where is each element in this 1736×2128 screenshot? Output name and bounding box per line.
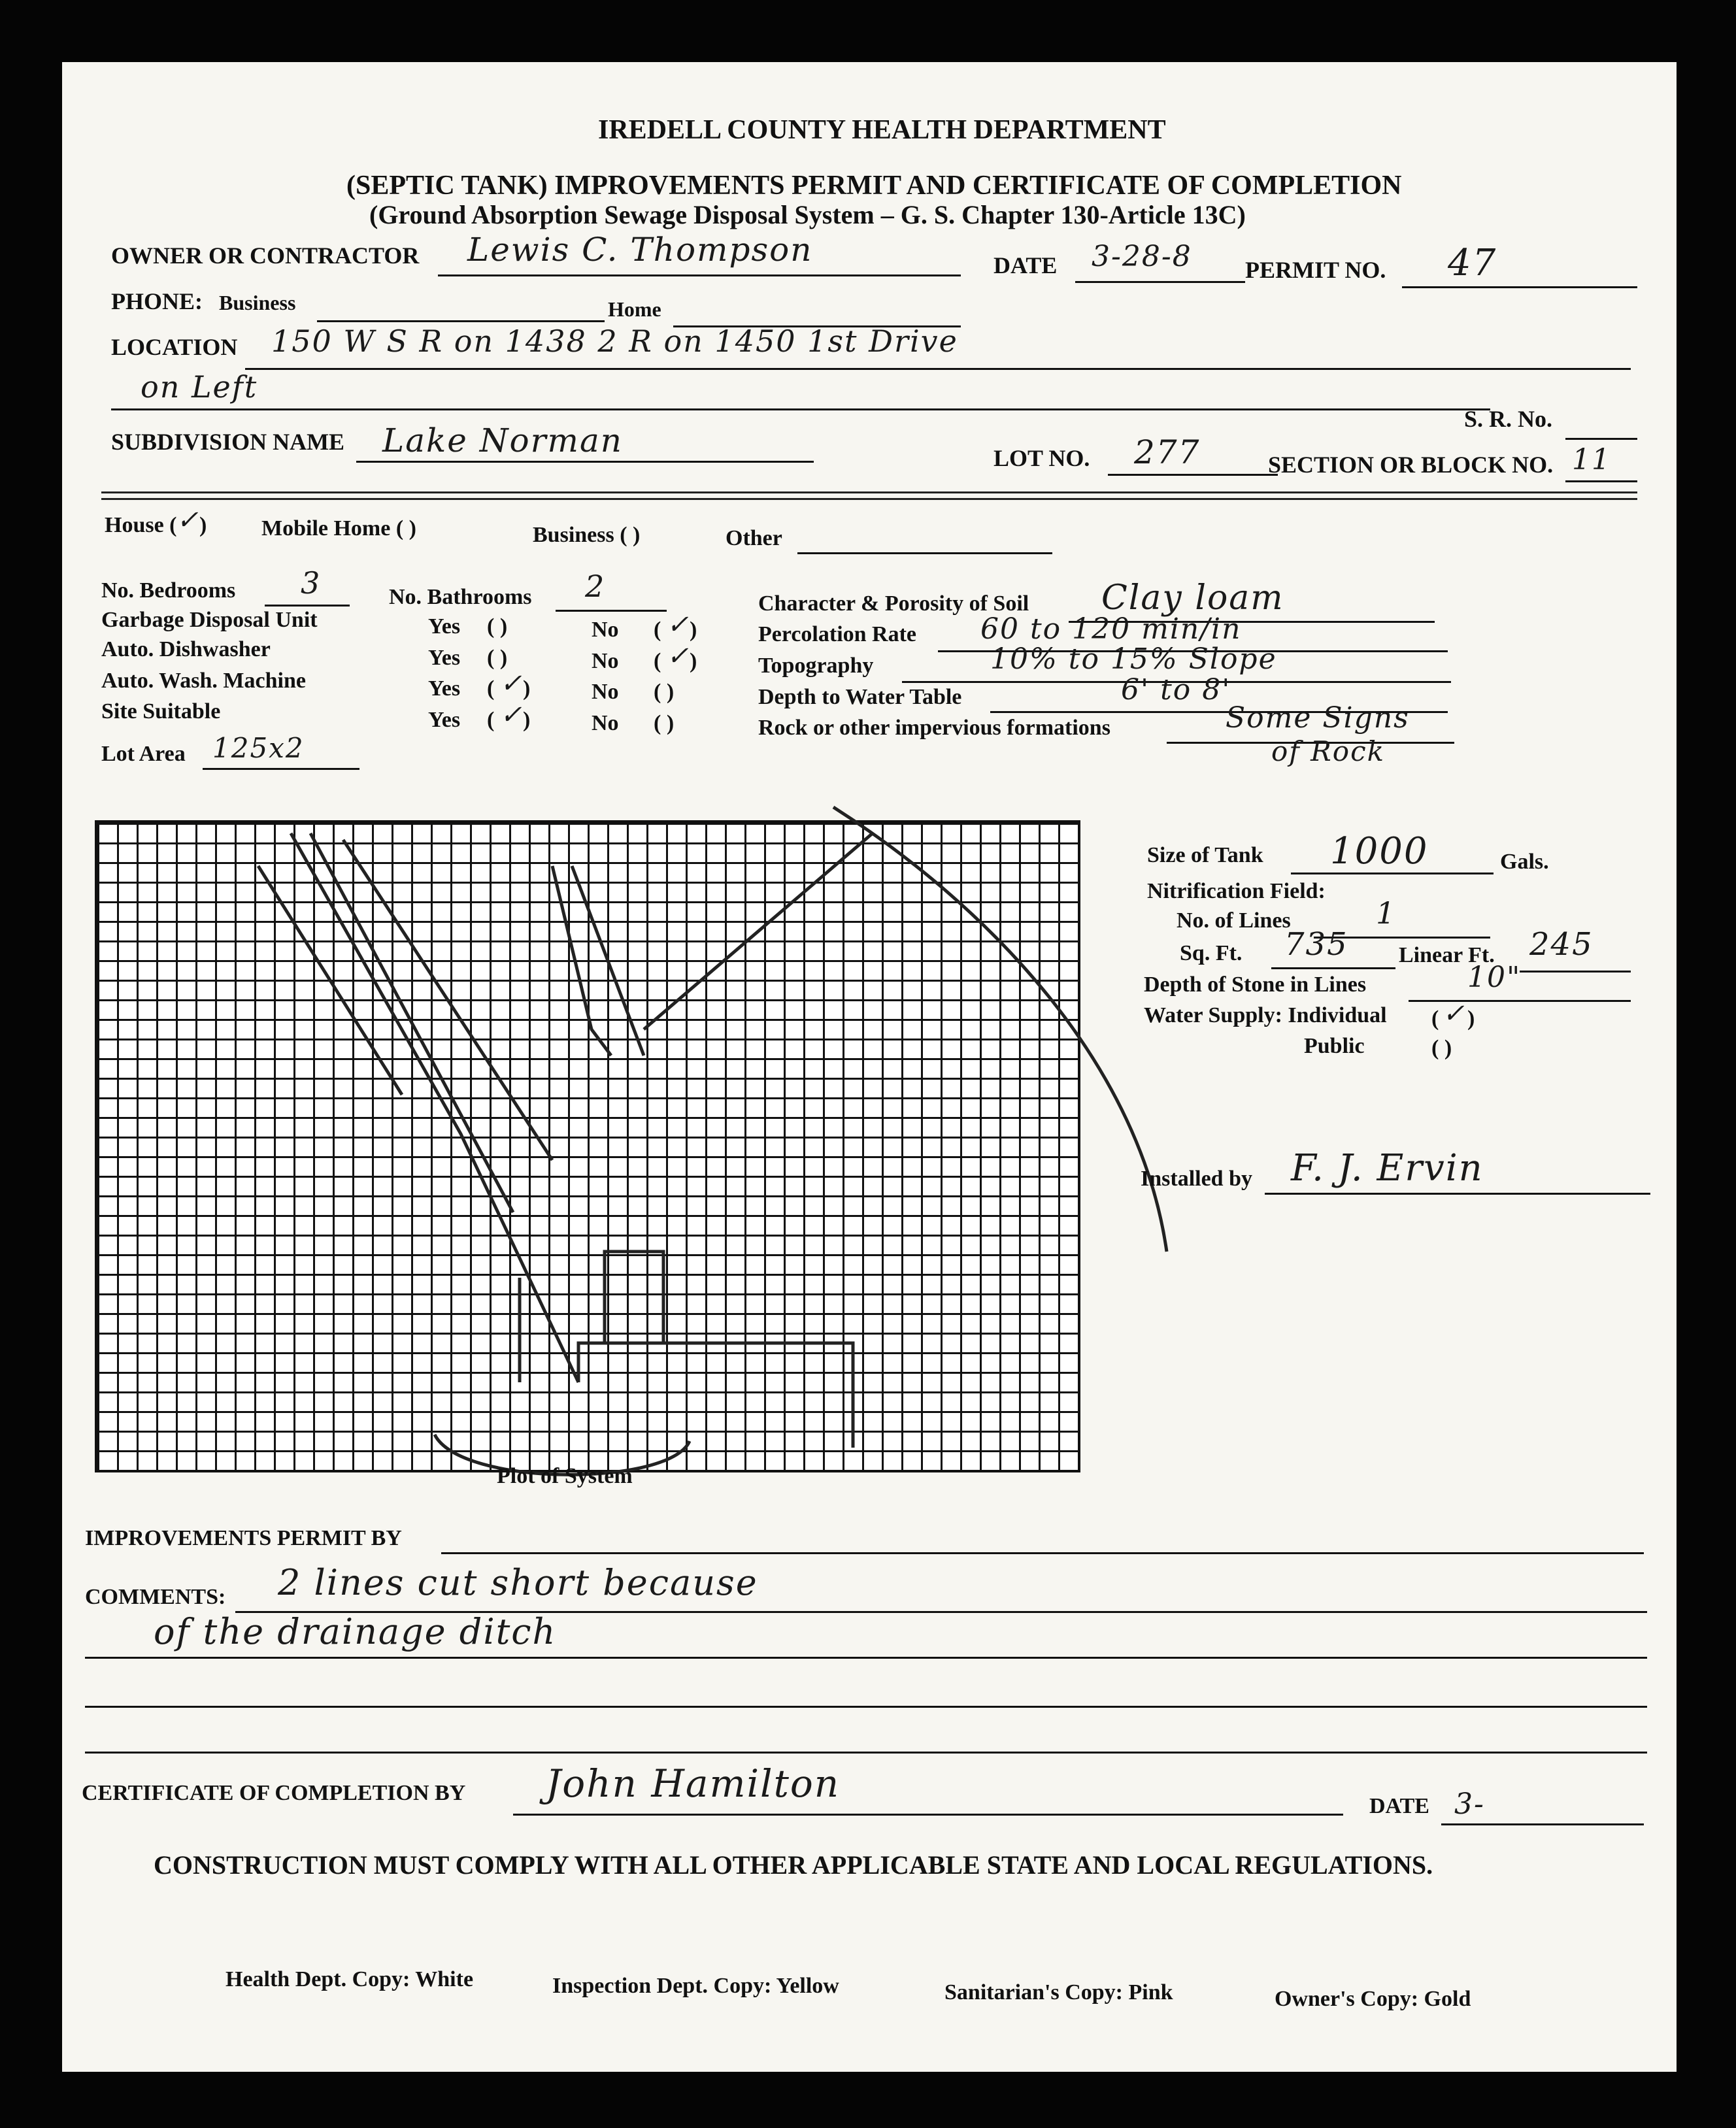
location-value-2[interactable]: on Left [141,369,258,405]
owner-line [438,274,961,276]
garbage-no-mark[interactable]: ✓ [667,610,690,640]
location-line-1 [245,368,1631,370]
tank-size-line [1291,873,1494,874]
dishwasher-yes-box[interactable]: ( ) [487,646,508,670]
section-divider-2 [101,498,1637,500]
permit-no-line [1402,286,1637,288]
lot-no-value[interactable]: 277 [1134,433,1201,471]
garbage-no-box[interactable]: ( [654,618,661,642]
water-table-label: Depth to Water Table [758,685,962,709]
garbage-no-close: ) [690,618,697,642]
other-label: Other [726,526,782,550]
permit-no-label: PERMIT NO. [1245,257,1386,283]
site-no-box[interactable]: ( ) [654,711,675,735]
site-suitable-label: Site Suitable [101,699,221,723]
location-value-1[interactable]: 150 W S R on 1438 2 R on 1450 1st Drive [271,324,958,359]
wash-no: No [592,680,619,704]
water-table-value[interactable]: 6' to 8' [1121,673,1231,707]
wash-yes-box[interactable]: ( [487,676,495,701]
sr-no-line [1565,438,1637,440]
certificate-by-line [513,1814,1343,1816]
form-subtitle: (Ground Absorption Sewage Disposal System – G. S. Chapter 130-Article 13C) [369,200,1246,229]
site-yes-box[interactable]: ( [487,708,495,732]
wash-machine-label: Auto. Wash. Machine [101,669,306,693]
copy-owner: Owner's Copy: Gold [1275,1987,1471,2011]
topo-value[interactable]: 10% to 15% Slope [990,642,1277,676]
location-label: LOCATION [111,334,238,360]
public-box[interactable]: ( ) [1431,1036,1452,1060]
section-divider [101,491,1637,493]
owner-label: OWNER OR CONTRACTOR [111,242,420,269]
house-mark[interactable]: ✓ [176,505,200,535]
comments-value-2[interactable]: of the drainage ditch [154,1611,557,1652]
business-type-label: Business ( ) [533,523,641,547]
sqft-line [1271,967,1395,969]
installed-by-line [1265,1193,1650,1195]
wash-yes: Yes [428,676,461,701]
dishwasher-no-mark[interactable]: ✓ [667,641,690,671]
lot-area-line [203,768,359,770]
bedrooms-value[interactable]: 3 [301,565,322,601]
business-phone-line [317,320,605,322]
site-yes-close: ) [523,708,531,732]
date2-value[interactable]: 3- [1454,1787,1485,1821]
subdivision-value[interactable]: Lake Norman [382,422,623,459]
rock-value-1[interactable]: Some Signs [1226,701,1410,735]
business-phone-label: Business [219,291,296,314]
improvements-by-label: IMPROVEMENTS PERMIT BY [85,1526,402,1550]
site-yes: Yes [428,708,461,732]
bedrooms-line [265,605,350,607]
copy-sanitarian: Sanitarian's Copy: Pink [944,1980,1173,2004]
perc-label: Percolation Rate [758,622,917,646]
bathrooms-value[interactable]: 2 [585,569,606,604]
rock-value-2[interactable]: of Rock [1271,735,1386,767]
date2-label: DATE [1369,1794,1429,1818]
lot-area-value[interactable]: 125x2 [212,732,305,764]
comments-line-3 [85,1706,1647,1708]
owner-value[interactable]: Lewis C. Thompson [467,231,813,269]
comments-line-4 [85,1752,1647,1754]
bathrooms-label: No. Bathrooms [389,585,532,609]
permit-no-value[interactable]: 47 [1448,242,1497,284]
garbage-label: Garbage Disposal Unit [101,608,318,632]
subdivision-line [356,461,814,463]
permit-form [62,62,1677,2072]
water-individual-mark[interactable]: ✓ [1443,999,1466,1029]
copy-inspection: Inspection Dept. Copy: Yellow [552,1974,839,1998]
garbage-no: No [592,618,619,642]
section-block-line [1565,480,1637,482]
dishwasher-label: Auto. Dishwasher [101,637,271,661]
site-no: No [592,711,619,735]
improvements-by-line [441,1552,1644,1554]
sqft-label: Sq. Ft. [1180,941,1243,965]
tank-size-label: Size of Tank [1147,843,1263,867]
soil-label: Character & Porosity of Soil [758,591,1029,616]
perc-value[interactable]: 60 to 120 min/in [980,612,1242,646]
comments-line-2 [85,1657,1647,1659]
comments-value-1[interactable]: 2 lines cut short because [278,1562,758,1603]
site-yes-mark[interactable]: ✓ [500,700,524,730]
bedrooms-label: No. Bedrooms [101,578,236,603]
installed-by-label: Installed by [1141,1167,1252,1191]
lot-no-label: LOT NO. [993,445,1090,471]
stone-depth-line [1409,1000,1631,1002]
dishwasher-no-close: ) [690,649,697,673]
linear-line [1520,971,1631,973]
sr-no-label: S. R. No. [1464,406,1553,432]
phone-label: PHONE: [111,288,203,314]
agency-title: IREDELL COUNTY HEALTH DEPARTMENT [598,115,1166,145]
location-line-2 [111,408,1490,410]
dishwasher-yes: Yes [428,646,461,670]
lines-value[interactable]: 1 [1376,895,1397,931]
linear-value[interactable]: 245 [1529,926,1594,963]
date2-line [1441,1823,1644,1825]
dishwasher-no: No [592,649,619,673]
form-title: (SEPTIC TANK) IMPROVEMENTS PERMIT AND CERTIFICATE OF COMPLETION [346,171,1402,201]
subdivision-label: SUBDIVISION NAME [111,429,345,455]
section-block-value[interactable]: 11 [1572,443,1611,476]
stone-depth-value[interactable]: 10" [1467,961,1522,994]
water-supply-label: Water Supply: Individual [1144,1003,1387,1027]
section-block-label: SECTION OR BLOCK NO. [1268,452,1554,478]
lines-label: No. of Lines [1177,908,1291,933]
mobile-home-label: Mobile Home ( ) [261,516,416,540]
topo-label: Topography [758,654,874,678]
linear-label: Linear Ft. [1399,943,1495,967]
water-individual-close: ) [1467,1006,1475,1031]
date-label: DATE [993,252,1058,278]
certificate-by-value[interactable]: John Hamilton [546,1761,841,1806]
plot-label: Plot of System [497,1464,633,1488]
public-label: Public [1304,1034,1365,1058]
lot-no-line [1108,474,1278,476]
house-label: House ( [105,513,177,537]
wash-no-box[interactable]: ( ) [654,680,675,704]
copy-health: Health Dept. Copy: White [225,1967,474,1991]
rock-label: Rock or other impervious formations [758,716,1110,740]
garbage-yes-box[interactable]: ( ) [487,614,508,639]
house-close: ) [199,513,207,537]
soil-value[interactable]: Clay loam [1101,578,1284,618]
wash-yes-mark[interactable]: ✓ [500,669,524,699]
stone-depth-label: Depth of Stone in Lines [1144,973,1367,997]
comments-label: COMMENTS: [85,1585,226,1609]
wash-yes-close: ) [523,676,531,701]
sqft-value[interactable]: 735 [1284,926,1348,963]
tank-size-value[interactable]: 1000 [1330,830,1429,873]
nitrification-label: Nitrification Field: [1147,879,1326,903]
garbage-yes: Yes [428,614,461,639]
water-individual-box[interactable]: ( [1431,1006,1439,1031]
lot-area-label: Lot Area [101,742,186,766]
date-value[interactable]: 3-28-8 [1092,240,1192,273]
certificate-by-label: CERTIFICATE OF COMPLETION BY [82,1781,466,1805]
plot-sketch [95,794,1206,1487]
gals-label: Gals. [1500,850,1549,874]
bathrooms-line [556,610,667,612]
regulations-notice: CONSTRUCTION MUST COMPLY WITH ALL OTHER APPLICABLE STATE AND LOCAL REGULATIONS. [154,1850,1433,1880]
date-line [1075,281,1245,283]
home-phone-label: Home [608,297,661,321]
other-line [797,552,1052,554]
dishwasher-no-box[interactable]: ( [654,649,661,673]
installed-by-value[interactable]: F. J. Ervin [1291,1147,1484,1189]
